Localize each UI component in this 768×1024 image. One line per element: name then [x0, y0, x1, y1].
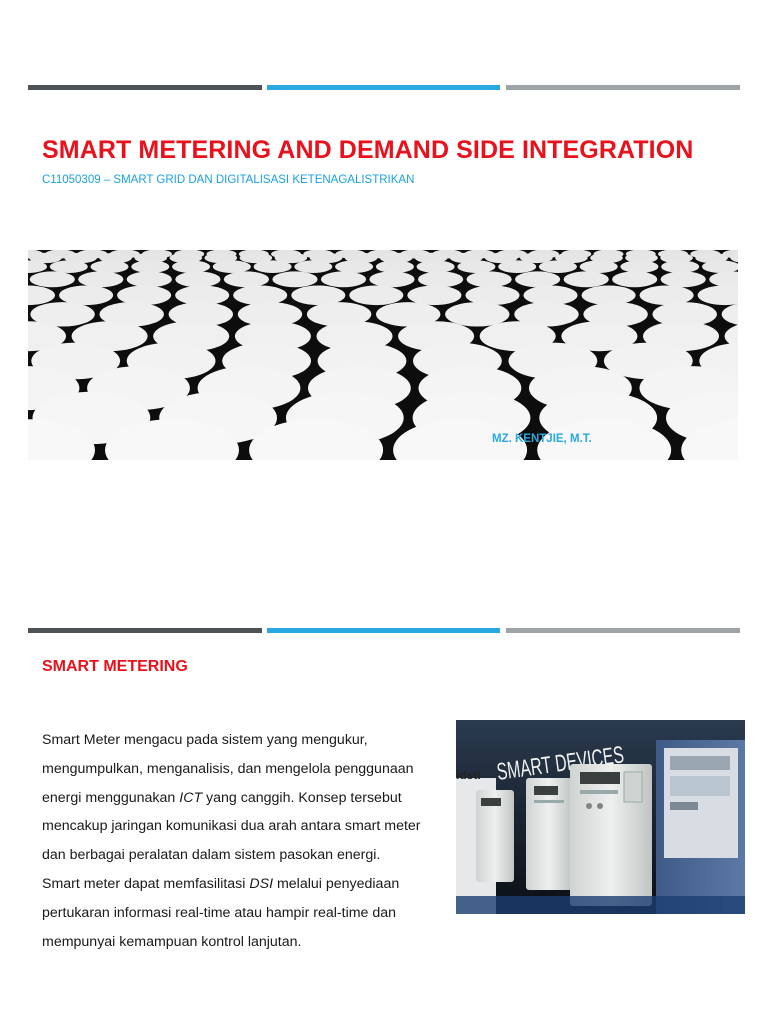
section-rule-dark [28, 628, 262, 633]
disc [91, 260, 129, 273]
paragraph-2: Smart meter dapat memfasilitasi DSI melalui penyediaan pertukaran informasi real-time atau hampir real-time dan mempunyai kemampuan kontrol lanjutan. [42, 875, 400, 950]
smart-meter-illustration [456, 720, 745, 914]
slide-title: SMART METERING AND DEMAND SIDE INTEGRATION [42, 136, 694, 164]
disc [445, 302, 509, 326]
author-name: MZ. KENTJIE, M.T. [492, 433, 592, 445]
disc [407, 286, 461, 306]
disc [539, 260, 577, 273]
emphasis-ict: ICT [179, 789, 203, 806]
disc [418, 271, 463, 287]
disc [376, 260, 414, 273]
disc [661, 271, 706, 287]
top-rule-blue [267, 85, 500, 90]
disc [498, 260, 536, 273]
disc [349, 286, 403, 306]
disc [564, 271, 609, 287]
disc [233, 286, 287, 306]
disc [117, 286, 171, 306]
disc [321, 271, 366, 287]
disc [254, 260, 292, 273]
disc [127, 271, 172, 287]
disc [524, 286, 578, 306]
disc [59, 286, 113, 306]
side-sign-text: idsti [456, 768, 481, 782]
disc [294, 260, 332, 273]
disc [224, 271, 269, 287]
disc [131, 260, 169, 273]
body-text [42, 726, 447, 956]
disc [466, 286, 520, 306]
banner-image [28, 250, 738, 460]
slide-subtitle: C11050309 – SMART GRID DAN DIGITALISASI KETENAGALISTRIKAN [42, 174, 415, 186]
disc [661, 260, 699, 273]
disc [582, 286, 636, 306]
disc [467, 271, 512, 287]
disc [175, 271, 220, 287]
disc [417, 260, 455, 273]
section-heading: SMART METERING [42, 658, 188, 675]
disc [30, 271, 75, 287]
paragraph-1: Smart Meter mengacu pada sistem yang mengukur, mengumpulkan, menganalisis, dan mengelola penggunaan energi menggunakan ICT yang canggih. Konsep tersebut mencakup jaringan komunikasi dua arah antara smart meter dan berbagai peralatan dalam sistem pasokan energi. [42, 732, 421, 864]
disc [78, 271, 123, 287]
disc [620, 260, 658, 273]
disc [213, 260, 251, 273]
disc [272, 271, 317, 287]
section-rule-gray [506, 628, 740, 633]
disc-pattern [28, 250, 738, 460]
smart-devices-sign: SMART DEVICES [495, 732, 693, 786]
emphasis-dsi: DSI [249, 875, 274, 892]
disc [369, 271, 414, 287]
section-rule-blue [267, 628, 500, 633]
disc [335, 260, 373, 273]
disc [612, 271, 657, 287]
disc [580, 260, 618, 273]
disc [172, 260, 210, 273]
disc [50, 260, 88, 273]
smart-meter-photo [456, 720, 745, 914]
top-rule-dark [28, 85, 262, 90]
top-rule-gray [506, 85, 740, 90]
disc [515, 271, 560, 287]
disc [457, 260, 495, 273]
